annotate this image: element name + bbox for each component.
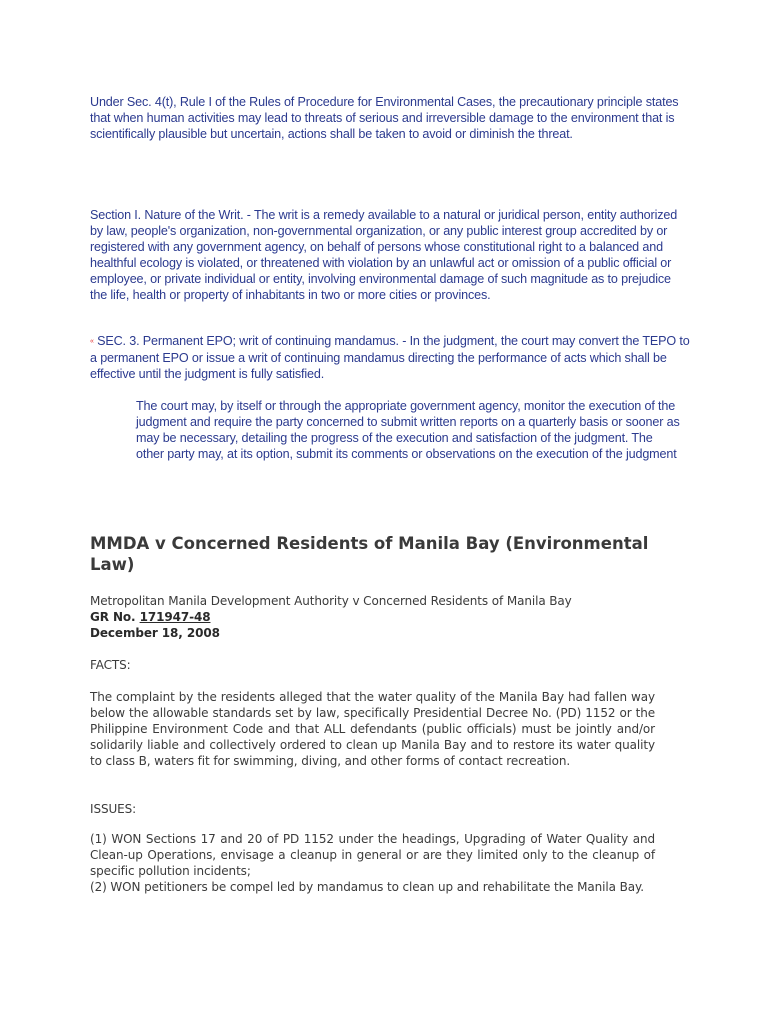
section-one-paragraph: Section I. Nature of the Writ. - The writ is a remedy available to a natural or juridical person, entity authorized by law, people's organization, non-governmental organization, or any public interest group accredited by or registered with any government agency, on behalf of persons whose constitutional right to a balanced and healthful ecology is violated, or threatened with violation by an unlawful act or omission of a public official or employee, or private individual or entity, involving environmental damage of such magnitude as to prejudice the life, health or property of inhabitants in two or more cities or provinces. bbox=[90, 208, 678, 302]
issue-item: (2) WON petitioners be compel led by mandamus to clean up and rehabilitate the Manila Bay. bbox=[90, 880, 644, 894]
sec-three-paragraph bbox=[90, 333, 690, 382]
issue-item: (1) WON Sections 17 and 20 of PD 1152 under the headings, Upgrading of Water Quality and Clean-up Operations, envisage a cleanup in general or are they limited only to the cleanup of specific pollution incidents; bbox=[90, 832, 655, 878]
case-info bbox=[90, 593, 690, 641]
facts-label: FACTS: bbox=[90, 658, 131, 672]
gr-number-line bbox=[90, 609, 690, 625]
gr-label: GR No. bbox=[90, 610, 140, 624]
case-heading: MMDA v Concerned Residents of Manila Bay (Environmental Law) bbox=[90, 534, 649, 574]
court-monitor-paragraph: The court may, by itself or through the appropriate government agency, monitor the execution of the judgment and require the party concerned to submit written reports on a quarterly basis or sooner as may be necessary, detailing the progress of the execution and satisfaction of the judgment. The other party may, at its option, submit its comments or observations on the execution of the judgment bbox=[136, 399, 680, 461]
precautionary-principle-paragraph: Under Sec. 4(t), Rule I of the Rules of Procedure for Environmental Cases, the precautionary principle states that when human activities may lead to threats of serious and irreversible damage to the environment that is scientifically plausible but uncertain, actions shall be taken to avoid or diminish the threat. bbox=[90, 95, 679, 141]
gr-number-link[interactable]: 171947-48 bbox=[139, 610, 211, 624]
sec-three-text: SEC. 3. Permanent EPO; writ of continuing mandamus. - In the judgment, the court may convert the TEPO to a permanent EPO or issue a writ of continuing mandamus directing the performance of acts which shall be effective until the judgment is fully satisfied. bbox=[90, 334, 690, 381]
facts-text: The complaint by the residents alleged that the water quality of the Manila Bay had fallen way below the allowable standards set by law, specifically Presidential Decree No. (PD) 1152 or the Philippine Environment Code and that ALL defendants (public officials) must be jointly and/or solidarily liable and collectively ordered to clean up Manila Bay and to restore its water quality to class B, waters fit for swimming, diving, and other forms of contact recreation. bbox=[90, 690, 655, 768]
issues-label: ISSUES: bbox=[90, 802, 137, 816]
quote-mark-icon: « bbox=[90, 338, 94, 345]
case-date: December 18, 2008 bbox=[90, 626, 220, 640]
case-full-title: Metropolitan Manila Development Authority v Concerned Residents of Manila Bay bbox=[90, 594, 572, 608]
issues-list bbox=[90, 831, 655, 895]
